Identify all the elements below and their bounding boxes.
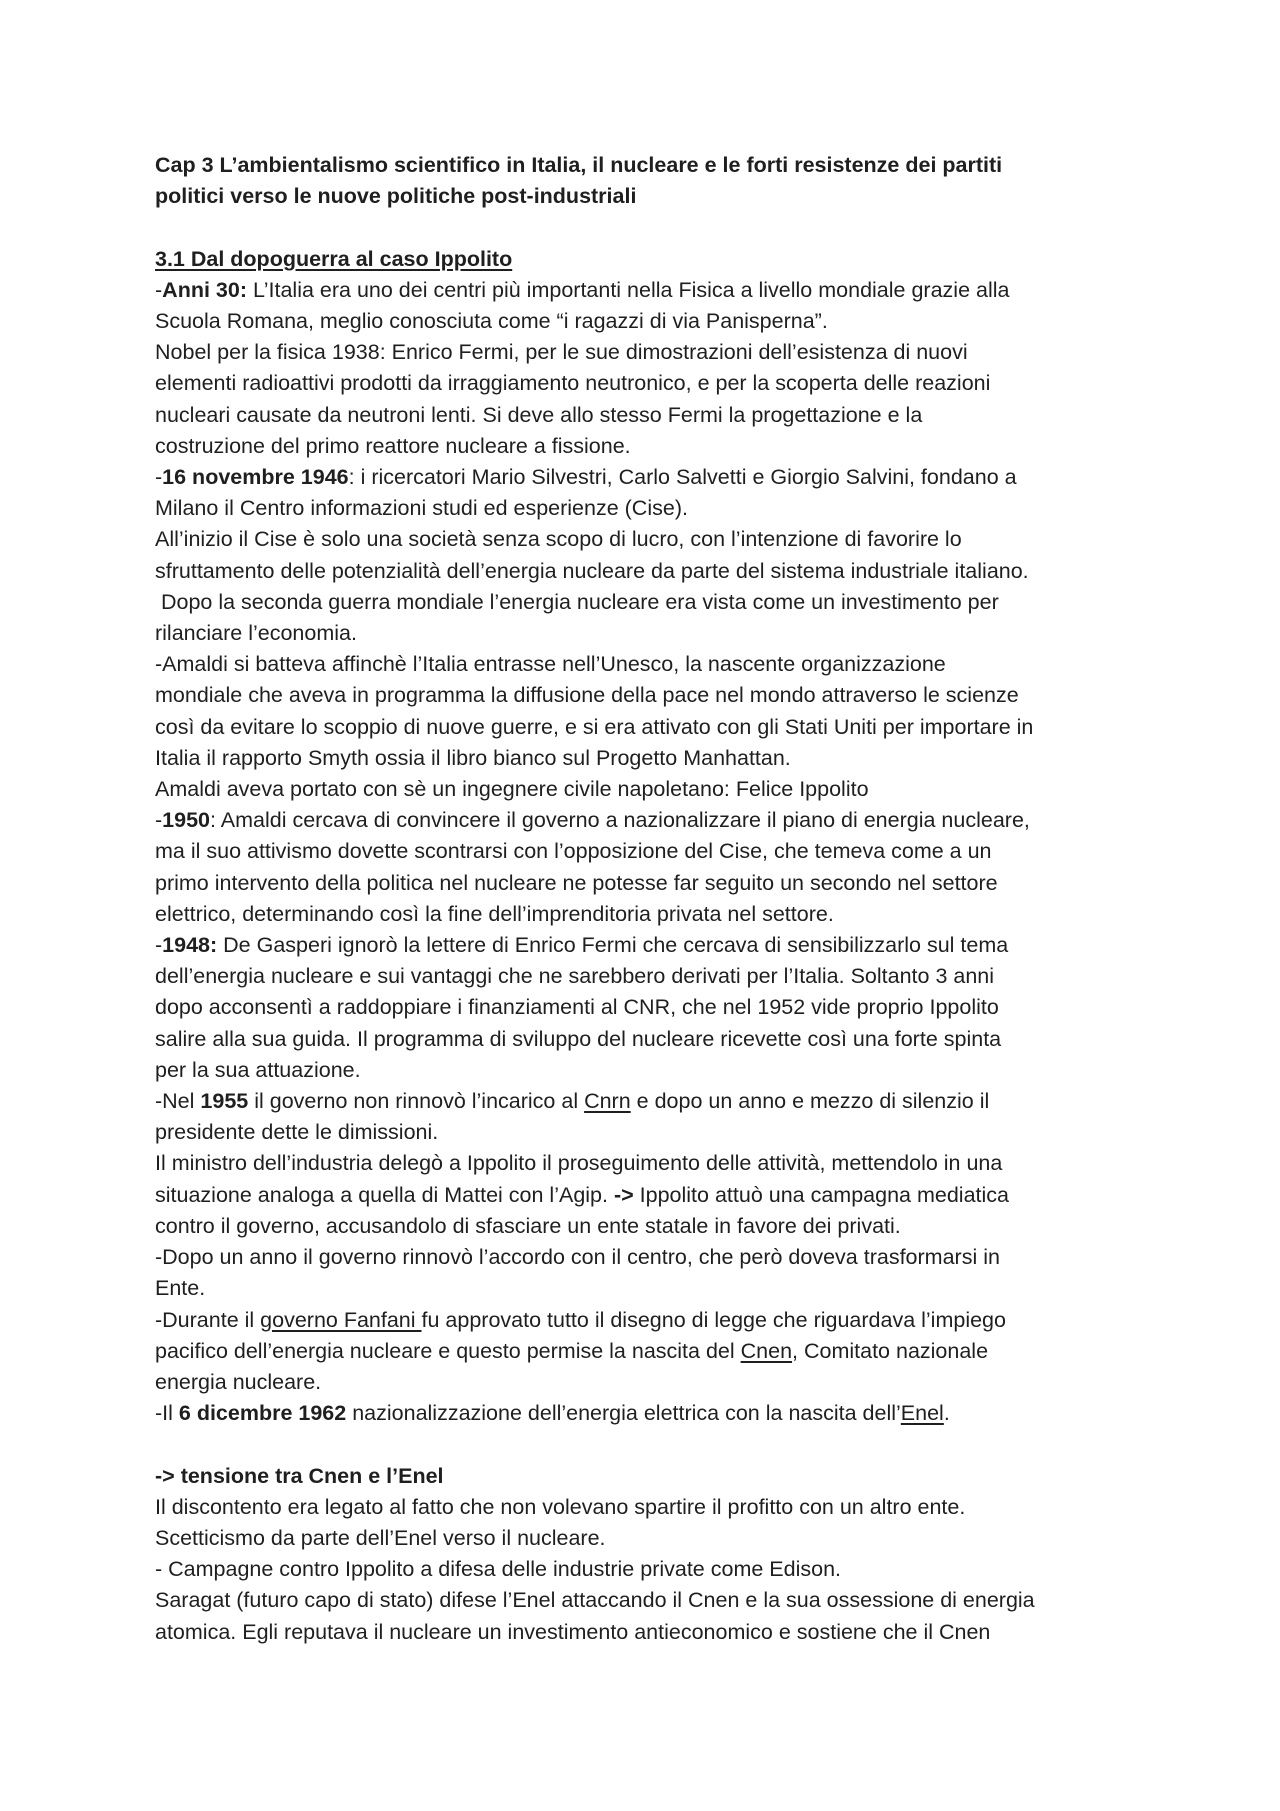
paragraph-accordo: -Dopo un anno il governo rinnovò l’accordo con il centro, che però doveva trasformarsi in Ente. [155, 1245, 1000, 1301]
section-title: 3.1 Dal dopoguerra al caso Ippolito [155, 246, 513, 271]
paragraph-1946: -16 novembre 1946: i ricercatori Mario Silvestri, Carlo Salvetti e Giorgio Salvini, fondano a Milano il Centro informazioni studi ed esperienze (Cise). [155, 465, 1017, 521]
paragraph-ippolito: Amaldi aveva portato con sè un ingegnere civile napoletano: Felice Ippolito [155, 777, 869, 802]
paragraph-1962: -Il 6 dicembre 1962 nazionalizzazione dell’energia elettrica con la nascita dell’Enel. [155, 1401, 950, 1426]
paragraph-1948: -1948: De Gasperi ignorò la lettere di Enrico Fermi che cercava di sensibilizzarlo sul tema dell’energia nucleare e sui vantaggi che ne sarebbero derivati per l’Italia. Soltanto 3 anni dopo acconsentì a raddoppiare i finanziamenti al CNR, che nel 1952 vide proprio Ippolito salire alla sua guida. Il programma di sviluppo del nucleare ricevette così una forte spinta per la sua attuazione. [155, 933, 1009, 1082]
paragraph-discontento: Il discontento era legato al fatto che non volevano spartire il profitto con un altro ente. Scetticismo da parte dell’Enel verso il nucleare. - Campagne contro Ippolito a difesa delle industrie private come Edison. Saragat (futuro capo di stato) difese l’Enel attaccando il Cnen e la sua ossessione di energia atomica. Egli reputava il nucleare un investimento antieconomico e sostiene che il Cnen [155, 1494, 1035, 1644]
link-enel[interactable]: Enel [900, 1401, 944, 1426]
spacer [155, 212, 1155, 243]
document-page [155, 150, 1155, 1648]
link-governo-fanfani[interactable]: governo Fanfani [260, 1307, 422, 1332]
link-cnen[interactable]: Cnen [740, 1338, 793, 1363]
paragraph-1955: -Nel 1955 il governo non rinnovò l’incarico al Cnrn e dopo un anno e mezzo di silenzio il presidente dette le dimissioni. [155, 1089, 990, 1145]
paragraph-amaldi: -Amaldi si batteva affinchè l’Italia entrasse nell’Unesco, la nascente organizzazione mondiale che aveva in programma la diffusione della pace nel mondo attraverso le scienze così da evitare lo scoppio di nuove guerre, e si era attivato con gli Stati Uniti per importare in Italia il rapporto Smyth ossia il libro bianco sul Progetto Manhattan. [155, 652, 1034, 770]
paragraph-nobel: Nobel per la fisica 1938: Enrico Fermi, per le sue dimostrazioni dell’esistenza di nuovi elementi radioattivi prodotti da irraggiamento neutronico, e per la scoperta delle reazioni nucleari causate da neutroni lenti. Si deve allo stesso Fermi la progettazione e la costruzione del primo reattore nucleare a fissione. [155, 340, 991, 458]
link-cnrn[interactable]: Cnrn [584, 1089, 631, 1114]
paragraph-cise: All’inizio il Cise è solo una società senza scopo di lucro, con l’intenzione di favorire lo sfruttamento delle potenzialità dell’energia nucleare da parte del sistema industriale italiano. Dopo la seconda guerra mondiale l’energia nucleare era vista come un investimento per rilanciare l’economia. [155, 527, 1029, 646]
chapter-title: Cap 3 L’ambientalismo scientifico in Italia, il nucleare e le forti resistenze dei partiti politici verso le nuove politiche post-industriali [155, 153, 1003, 209]
spacer [155, 1429, 1155, 1460]
paragraph-1950: -1950: Amaldi cercava di convincere il governo a nazionalizzare il piano di energia nucleare, ma il suo attivismo dovette scontrarsi con l’opposizione del Cise, che temeva come a un primo intervento della politica nel nucleare ne potesse far seguito un secondo nel settore elettrico, determinando così la fine dell’imprenditoria privata nel settore. [155, 808, 1030, 926]
subheading: -> tensione tra Cnen e l’Enel [155, 1463, 444, 1488]
paragraph-fanfani: -Durante il governo Fanfani fu approvato tutto il disegno di legge che riguardava l’impiego pacifico dell’energia nucleare e questo permise la nascita del Cnen, Comitato nazionale energia nucleare. [155, 1307, 1006, 1394]
paragraph-ministro: Il ministro dell’industria delegò a Ippolito il proseguimento delle attività, mettendolo in una situazione analoga a quella di Mattei con l’Agip. -> Ippolito attuò una campagna mediatica contro il governo, accusandolo di sfasciare un ente statale in favore dei privati. [155, 1151, 1009, 1238]
paragraph-anni-30: -Anni 30: L’Italia era uno dei centri più importanti nella Fisica a livello mondiale grazie alla Scuola Romana, meglio conosciuta come “i ragazzi di via Panisperna”. [155, 277, 1010, 333]
